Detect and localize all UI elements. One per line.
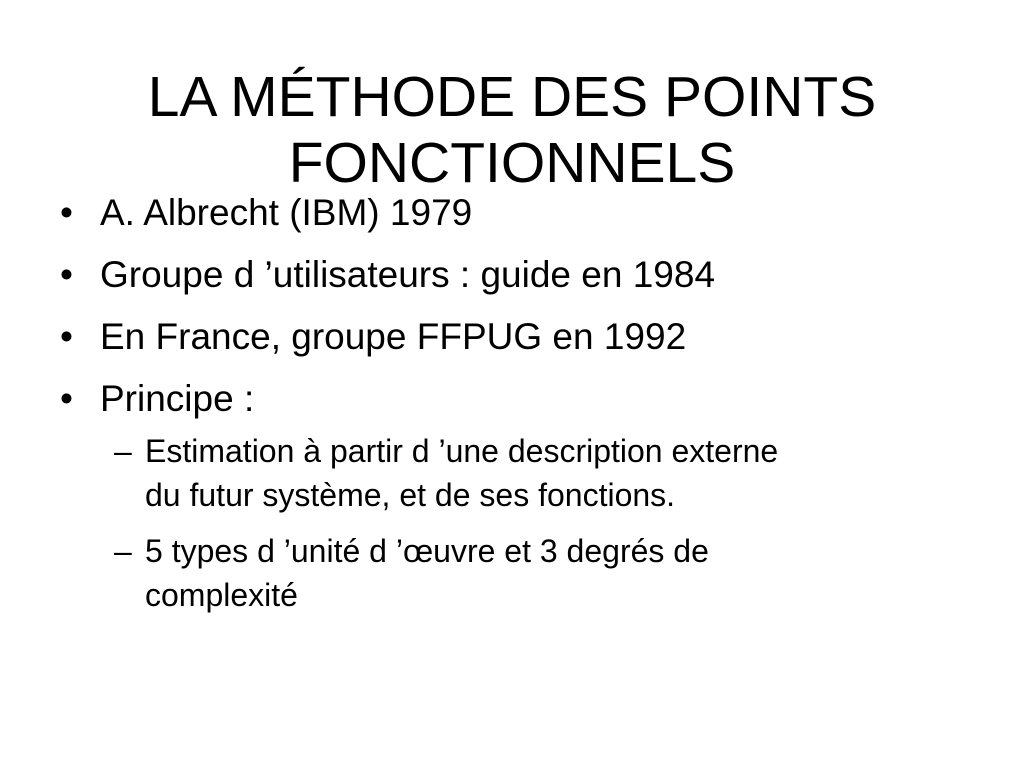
sub-bullet-text-line: Estimation à partir d ’une description externe bbox=[145, 433, 779, 469]
bullet-marker: • bbox=[60, 378, 73, 419]
bullet-item bbox=[56, 247, 976, 309]
bullet-item bbox=[56, 371, 976, 433]
sub-bullet-text-line: complexité bbox=[145, 577, 298, 613]
bullet-marker: • bbox=[60, 254, 73, 295]
bullet-text: A. Albrecht (IBM) 1979 bbox=[100, 192, 473, 233]
bullet-list bbox=[56, 185, 976, 629]
sub-bullet-item bbox=[56, 529, 976, 617]
dash-marker: – bbox=[114, 533, 132, 569]
dash-marker: – bbox=[114, 433, 132, 469]
bullet-text: Groupe d ’utilisateurs : guide en 1984 bbox=[100, 254, 716, 295]
bullet-text: Principe : bbox=[100, 378, 255, 419]
sub-bullet-item bbox=[56, 429, 976, 517]
slide-title-line: FONCTIONNELS bbox=[288, 131, 736, 196]
bullet-marker: • bbox=[60, 192, 73, 233]
bullet-item bbox=[56, 185, 976, 247]
bullet-item bbox=[56, 309, 976, 371]
bullet-marker: • bbox=[60, 316, 73, 357]
slide-title bbox=[60, 64, 964, 196]
bullet-text: En France, groupe FFPUG en 1992 bbox=[100, 316, 687, 357]
sub-bullet-text-line: 5 types d ’unité d ’œuvre et 3 degrés de bbox=[145, 533, 709, 569]
sub-bullet-list bbox=[56, 429, 976, 617]
sub-bullet-text-line: du futur système, et de ses fonctions. bbox=[145, 477, 676, 513]
slide-title-line: LA MÉTHODE DES POINTS bbox=[147, 65, 877, 130]
